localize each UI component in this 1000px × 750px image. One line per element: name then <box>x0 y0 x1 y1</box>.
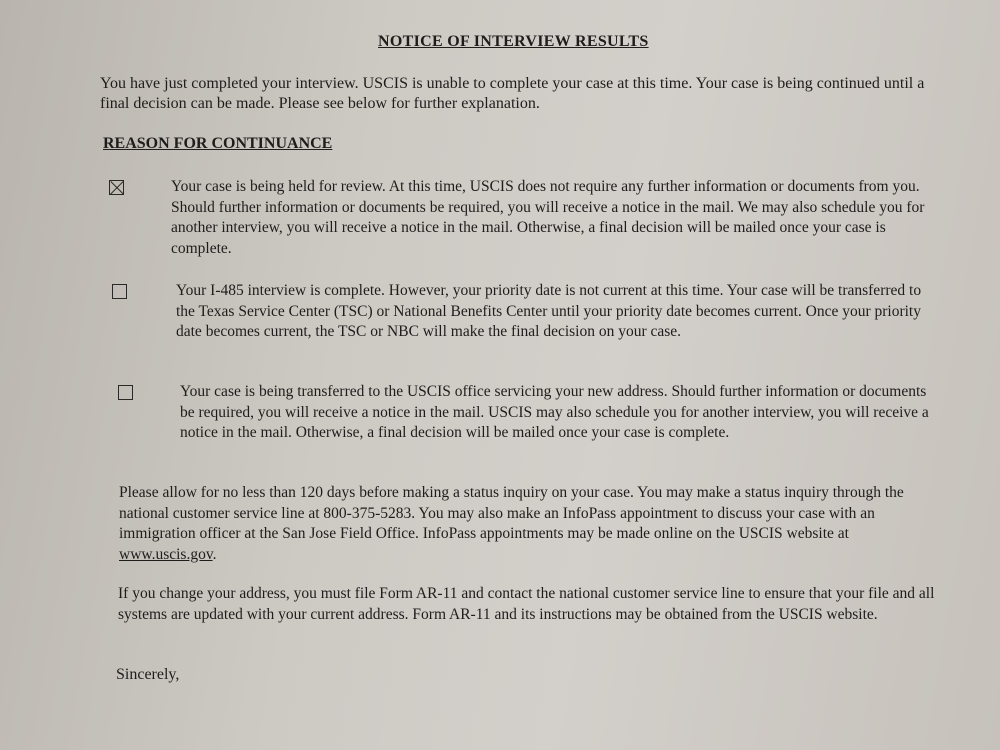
status-inquiry-paragraph <box>119 483 939 565</box>
checkbox-unchecked[interactable] <box>112 284 127 299</box>
address-change-paragraph: If you change your address, you must file Form AR-11 and contact the national customer service line to ensure that your file and all systems are updated with your current address. Form AR-11 and its instructions may be obtained from the USCIS website. <box>118 585 935 623</box>
document-title: NOTICE OF INTERVIEW RESULTS <box>378 33 649 50</box>
status-inquiry-end: . <box>212 545 217 563</box>
checkbox-checked[interactable] <box>109 180 124 195</box>
closing: Sincerely, <box>116 666 180 683</box>
option-text: Your I-485 interview is complete. However, your priority date is not current at this time. Your case will be transferred to the Texas Service Center (TSC) or National Benefits Center until your priority date becomes current. Once your priority date becomes current, the TSC or NBC will make the final decision on your case. <box>176 282 922 340</box>
uscis-website-link[interactable]: www.uscis.gov <box>119 545 213 563</box>
option-text: Your case is being held for review. At this time, USCIS does not require any further information or documents from you. Should further information or documents be required, you will receive a notice in the mail. We may also schedule you for another interview, you will receive a notice in the mail. Otherwise, a final decision will be mailed once your case is complete. <box>171 178 925 257</box>
reason-heading: REASON FOR CONTINUANCE <box>103 135 333 152</box>
option-text: Your case is being transferred to the USCIS office servicing your new address. Should further information or documents be required, you will receive a notice in the mail. USCIS may also schedule you for another interview, you will receive a notice in the mail. Otherwise, a final decision will be mailed once your case is complete. <box>180 383 929 441</box>
checkbox-unchecked[interactable] <box>118 385 133 400</box>
intro-paragraph: You have just completed your interview. USCIS is unable to complete your case at this time. Your case is being continued until a final decision can be made. Please see below for further explanation. <box>100 75 925 112</box>
status-inquiry-text: Please allow for no less than 120 days before making a status inquiry on your case. You may make a status inquiry through the national customer service line at 800-375-5283. You may also make an InfoPass appointment to discuss your case with an immigration officer at the San Jose Field Office. InfoPass appointments may be made online on the USCIS website at <box>119 484 904 542</box>
